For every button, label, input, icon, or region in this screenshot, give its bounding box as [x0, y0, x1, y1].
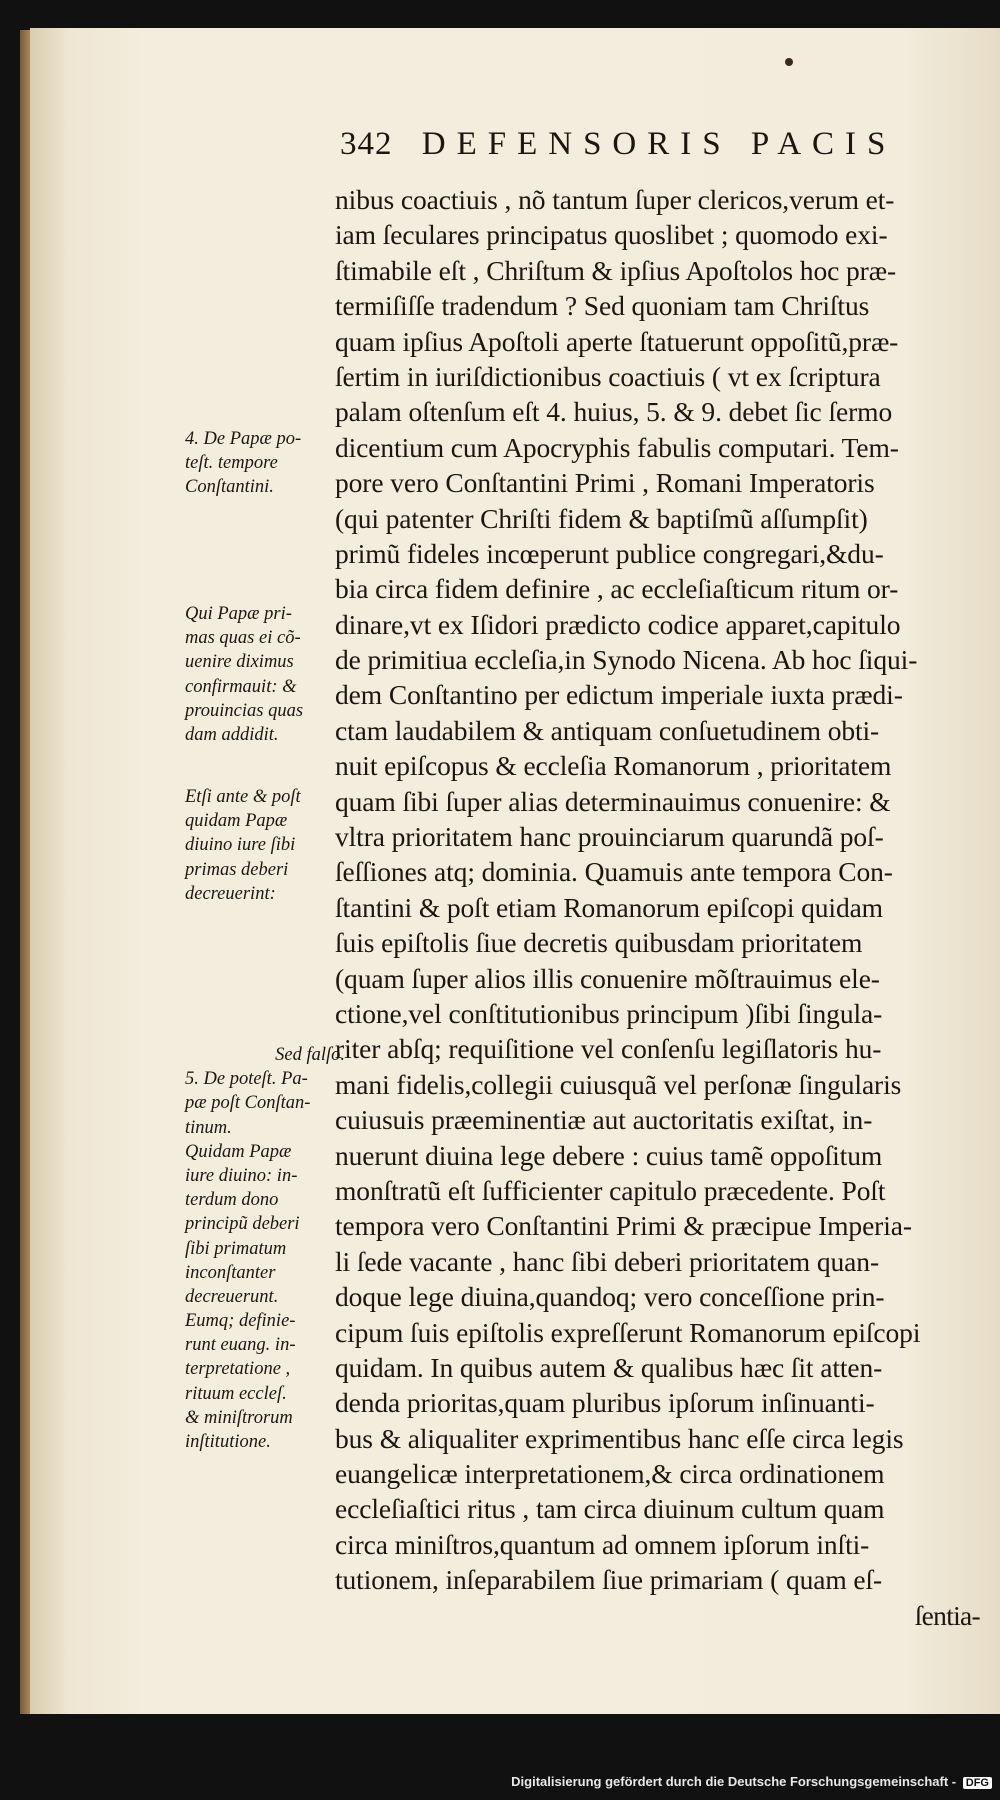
text-line: ſentia-: [914, 1599, 980, 1631]
text-line: li ſede vacante , hanc ſibi deberi prioritatem quan-: [335, 1245, 880, 1277]
text-line: dicentium cum Apocryphis fabulis computari. Tem-: [335, 431, 899, 463]
marginal-note-4: [185, 1043, 345, 1454]
text-line: bus & aliqualiter exprimentibus hanc eſſe circa legis: [335, 1422, 904, 1454]
text-line: ſeſſiones atq; dominia. Quamuis ante tempora Con-: [335, 856, 893, 888]
marginal-line: decreuerint:: [185, 883, 276, 904]
text-line: termiſiſſe tradendum ? Sed quoniam tam Chriſtus: [335, 290, 870, 322]
text-line: de primitiua eccleſia,in Synodo Nicena. Ab hoc ſiqui-: [335, 644, 918, 676]
digitization-footer: [511, 1774, 992, 1789]
footer-text: Digitalisierung gefördert durch die Deutsche Forschungsgemeinschaft -: [511, 1774, 957, 1789]
text-line: pore vero Conſtantini Primi , Romani Imperatoris: [335, 467, 875, 499]
marginal-line: prouincias quas: [185, 700, 304, 721]
marginal-line: terpretatione ,: [185, 1359, 291, 1380]
running-title: DEFENSORIS PACIS: [421, 126, 897, 162]
text-line: iam ſeculares principatus quoslibet ; quomodo exi-: [335, 219, 888, 251]
ink-spot: [785, 58, 793, 66]
text-line: doque lege diuina,quandoq; vero conceſſione prin-: [335, 1281, 885, 1313]
text-line: ſuis epiſtolis ſiue decretis quibusdam prioritatem: [335, 927, 863, 959]
running-header: [340, 126, 960, 163]
marginal-line: decreuerunt.: [185, 1286, 279, 1307]
dfg-logo: DFG: [963, 1777, 992, 1789]
marginal-line: inſtitutione.: [185, 1432, 271, 1452]
marginal-line: iure diuino: in-: [185, 1165, 298, 1186]
marginal-line: & miniſtrorum: [185, 1407, 293, 1428]
marginal-line: 5. De poteſt. Pa-: [185, 1069, 308, 1090]
text-line: bia circa fidem definire , ac eccleſiaſticum ritum or-: [335, 573, 899, 605]
text-line: cipum ſuis epiſtolis expreſſerunt Romanorum epiſcopi: [335, 1316, 921, 1348]
text-line: (qui patenter Chriſti fidem & baptiſmũ aſſumpſit): [335, 502, 868, 534]
text-line: ſertim in iuriſdictionibus coactiuis ( vt ex ſcriptura: [335, 360, 881, 392]
text-line: nuerunt diuina lege debere : cuius tamẽ oppoſitum: [335, 1139, 883, 1171]
text-line: quidam. In quibus autem & qualibus hæc ſit atten-: [335, 1351, 883, 1383]
marginal-line: primas deberi: [185, 859, 289, 880]
marginal-line: inconſtanter: [185, 1262, 276, 1283]
text-line: euangelicæ interpretationem,& circa ordinationem: [335, 1458, 885, 1490]
marginal-line: confirmauit: &: [185, 676, 297, 697]
marginal-note-1: [185, 427, 345, 500]
text-line: riter abſq; requiſitione vel conſenſu legiſlatoris hu-: [335, 1033, 882, 1065]
marginal-line: diuino iure ſibi: [185, 835, 296, 856]
page-number: 342: [340, 126, 393, 162]
text-line: ctione,vel conſtitutionibus principum )ſibi ſingula-: [335, 997, 883, 1029]
text-line: vltra prioritatem hanc prouinciarum quarundã poſ-: [335, 821, 884, 853]
text-line: nibus coactiuis , nõ tantum ſuper clericos,verum et-: [335, 184, 895, 215]
text-line: quam ſibi ſuper alias determinauimus conuenire: &: [335, 785, 891, 817]
text-line: quam ipſius Apoſtoli aperte ſtatuerunt oppoſitũ,præ-: [335, 325, 899, 357]
marginal-note-3: [185, 785, 345, 906]
marginal-line: Etſi ante & poſt: [185, 787, 301, 807]
text-line: denda prioritas,quam pluribus ipſorum inſinuanti-: [335, 1387, 875, 1419]
marginal-line: quidam Papæ: [185, 811, 288, 832]
text-line: (quam ſuper alios illis conuenire mõſtrauimus ele-: [335, 962, 880, 994]
marginal-line: pæ poſt Conſtan-: [185, 1093, 311, 1114]
marginal-line: teſt. tempore: [185, 453, 278, 474]
main-text-block: [335, 182, 980, 1633]
marginal-line: Quidam Papæ: [185, 1141, 292, 1162]
marginal-line: Sed falſo.: [275, 1045, 345, 1065]
marginal-line: Conſtantini.: [185, 477, 274, 498]
text-line: tutionem, inſeparabilem ſiue primariam ( quam eſ-: [335, 1564, 883, 1596]
marginal-line: Qui Papæ pri-: [185, 604, 292, 624]
text-line: ſtantini & poſt etiam Romanorum epiſcopi quidam: [335, 891, 883, 923]
text-line: tempora vero Conſtantini Primi & præcipue Imperia-: [335, 1210, 912, 1242]
text-line: monſtratũ eſt ſufficienter capitulo præcedente. Poſt: [335, 1174, 886, 1206]
text-line: primũ fideles incœperunt publice congregari,&du-: [335, 537, 884, 569]
marginal-line: dam addidit.: [185, 724, 279, 745]
marginal-line: Eumq; definie-: [185, 1311, 296, 1332]
text-line: eccleſiaſtici ritus , tam circa diuinum cultum quam: [335, 1493, 885, 1525]
marginal-line: rituum eccleſ.: [185, 1383, 287, 1404]
marginal-line: principũ deberi: [185, 1214, 300, 1235]
marginal-line: terdum dono: [185, 1190, 279, 1211]
marginal-line: tinum.: [185, 1117, 232, 1138]
text-line: mani fidelis,collegii cuiusquã vel perſonæ ſingularis: [335, 1068, 902, 1100]
marginal-line: runt euang. in-: [185, 1335, 296, 1356]
text-line: ctam laudabilem & antiquam conſuetudinem obti-: [335, 714, 880, 746]
marginal-line: ſibi primatum: [185, 1238, 287, 1259]
text-line: cuiusuis præeminentiæ aut auctoritatis exiſtat, in-: [335, 1104, 873, 1136]
marginal-line: 4. De Papæ po-: [185, 429, 302, 449]
text-line: dem Conſtantino per edictum imperiale iuxta prædi-: [335, 679, 903, 711]
marginal-line: uenire diximus: [185, 652, 294, 673]
text-line: ſtimabile eſt , Chriſtum & ipſius Apoſtolos hoc præ-: [335, 254, 897, 286]
text-line: palam oſtenſum eſt 4. huius, 5. & 9. debet ſic ſermo: [335, 396, 893, 428]
text-line: circa miniſtros,quantum ad omnem ipſorum inſti-: [335, 1528, 870, 1560]
text-line: dinare,vt ex Iſidori prædicto codice apparet,capitulo: [335, 608, 901, 640]
marginal-line: mas quas ei cõ-: [185, 628, 301, 649]
marginal-note-2: [185, 602, 345, 747]
text-line: nuit epiſcopus & eccleſia Romanorum , prioritatem: [335, 750, 892, 782]
